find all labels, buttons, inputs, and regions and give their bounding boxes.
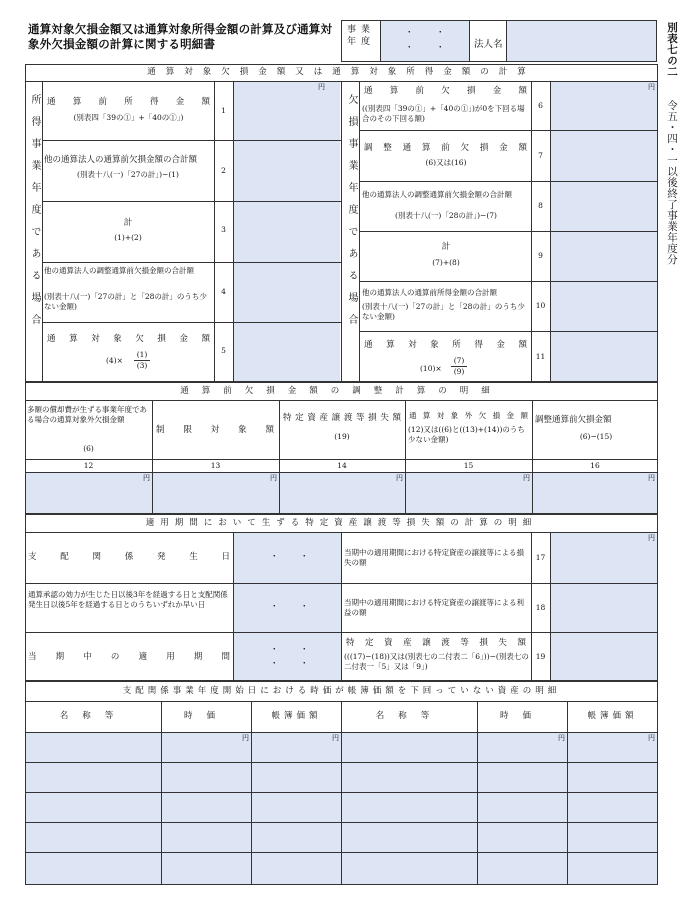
form-title: 通算対象欠損金額又は通算対象所得金額の計算及び通算対象外欠損金額の計算に関する明細書 <box>28 22 333 51</box>
asset-value-column-2[interactable]: 円 <box>478 733 567 884</box>
row-11-frac-num: (7) <box>453 356 465 365</box>
row-19-label: 特定資産譲渡等損失額 <box>346 638 526 648</box>
col-15-label: 通算対象外欠損金額 <box>409 411 528 420</box>
date-dot: ・ <box>300 552 309 562</box>
col-12-label: 多額の償却費が生ずる事業年度である場合の通算対象外欠損金額 <box>27 405 147 424</box>
fiscal-year-field[interactable] <box>381 21 469 61</box>
fiscal-year-dot: ・ <box>436 28 445 38</box>
date-dot: ・ <box>300 602 309 612</box>
left-vertical-label: 所得事業年度である場合 <box>29 94 40 336</box>
row-9-label: 計 <box>441 242 451 252</box>
row-5-label: 通算対象欠損金額 <box>47 334 210 344</box>
row-11-sub: (10)× <box>420 364 442 373</box>
row-17-no: 17 <box>535 553 546 562</box>
row-5-no: 5 <box>221 346 226 355</box>
row-7-sub: (6)又は(16) <box>425 158 467 167</box>
row-10-sub: (別表十八(一)「27の計」と「28の計」のうち少ない金額) <box>362 302 525 321</box>
period-label: 当期中の適用期間 <box>28 652 230 662</box>
row-3-sub: (1)+(2) <box>114 233 142 242</box>
asset-value-column[interactable]: 円 <box>162 733 251 884</box>
row-6-sub: ((別表四「39の①」+「40の①」)が0を下回る場合のその下回る額) <box>362 104 525 123</box>
col-name-header-2: 名称等 <box>375 711 444 721</box>
section1-title: 通算対象欠損金額又は通算対象所得金額の計算 <box>147 67 536 77</box>
control-date-field[interactable] <box>234 533 341 583</box>
row-2-no: 2 <box>221 166 226 175</box>
amount-13-field[interactable]: 円 <box>153 473 279 513</box>
col-value-header-2: 時価 <box>499 711 545 721</box>
col-13-no: 13 <box>210 461 221 470</box>
section2-title: 通算前欠損金額の調整計算の明細 <box>180 386 503 396</box>
col-13-label: 制限対象額 <box>156 425 274 435</box>
row-4-label: 他の通算法人の調整通算前欠損金額の合計額 <box>44 266 194 275</box>
control-date-label: 支配関係発生日 <box>28 552 230 562</box>
fiscal-year-label: 事業年度 <box>347 25 376 47</box>
amount-19-field[interactable] <box>551 633 657 680</box>
col-12-no: 12 <box>83 461 94 470</box>
asset-name-column-2[interactable] <box>342 733 477 884</box>
row-11-frac-den: (9) <box>453 367 465 376</box>
section3-title: 適用期間において生ずる特定資産譲渡等損失額の計算の明細 <box>145 518 538 528</box>
row-3-label: 計 <box>123 218 133 228</box>
form-id: 別表七の二 <box>666 22 678 77</box>
amount-18-field[interactable] <box>551 584 657 632</box>
col-14-label: 特定資産譲渡等損失額 <box>283 413 401 423</box>
amount-15-field[interactable]: 円 <box>406 473 532 513</box>
col-name-header: 名称等 <box>59 711 128 721</box>
fiscal-year-dot: ・ <box>436 43 445 53</box>
date-dot: ・ <box>300 659 309 669</box>
amount-16-field[interactable]: 円 <box>533 473 657 513</box>
row-1-label: 通算前所得金額 <box>47 97 210 107</box>
section4-title: 支配関係事業年度開始日における時価が帳簿価額を下回っていない資産の明細 <box>122 686 561 696</box>
row-5-sub: (4)× <box>106 356 123 365</box>
row-19-no: 19 <box>535 652 546 661</box>
asset-book-column[interactable]: 円 <box>252 733 341 884</box>
fiscal-year-dot: ・ <box>405 28 414 38</box>
row-10-label: 他の通算法人の通算前所得金額の合計額 <box>362 288 497 297</box>
row-5-frac-den: (3) <box>136 361 148 370</box>
date-dot: ・ <box>270 552 279 562</box>
row-7-no: 7 <box>538 151 543 160</box>
row-8-sub: (別表十八(一)「28の計」)−(7) <box>395 211 497 220</box>
col-14-no: 14 <box>337 461 347 470</box>
row-2-sub: (別表十八(一)「27の計」)−(1) <box>77 170 179 179</box>
amount-12-field[interactable]: 円 <box>26 473 152 513</box>
asset-book-column-2[interactable]: 円 <box>568 733 657 884</box>
row-2-label: 他の通算法人の通算前欠損金額の合計額 <box>44 155 198 165</box>
earlier-date-field[interactable] <box>234 584 341 632</box>
corp-name-label: 法人名 <box>474 39 503 50</box>
col-16-sub: (6)−(15) <box>579 432 613 441</box>
row-18-label: 当期中の適用期間における特定資産の譲渡等による利益の額 <box>344 598 524 617</box>
asset-name-column[interactable] <box>26 733 161 884</box>
row-9-no: 9 <box>538 251 543 260</box>
col-book-header-2: 帳簿価額 <box>587 711 638 721</box>
yen-unit: 円 <box>648 83 655 91</box>
row-9-sub: (7)+(8) <box>432 258 460 267</box>
amount-14-field[interactable]: 円 <box>280 473 405 513</box>
row-8-no: 8 <box>538 201 543 210</box>
col-value-header: 時価 <box>183 711 229 721</box>
row-18-no: 18 <box>535 603 546 612</box>
col-14-sub: (19) <box>334 432 350 441</box>
row-1-sub: (別表四「39の①」+「40の①」) <box>73 113 184 122</box>
row-5-frac-num: (1) <box>136 350 148 359</box>
date-dot: ・ <box>270 645 279 655</box>
row-19-sub: (((17)−(18))又は(別表七の二付表二「6」))−(別表七の二付表一「5」又は「9」) <box>344 652 529 671</box>
row-4-sub: (別表十八(一)「27の計」と「28の計」のうち少ない金額) <box>44 292 207 311</box>
row-6-no: 6 <box>538 101 543 110</box>
row-4-no: 4 <box>221 287 226 296</box>
date-dot: ・ <box>300 645 309 655</box>
left-amount-column[interactable] <box>234 82 340 381</box>
col-15-sub: (12)又は((6)と((13)+(14))のうち少ない金額) <box>408 425 525 444</box>
date-dot: ・ <box>270 659 279 669</box>
row-1-no: 1 <box>221 106 226 115</box>
col-16-no: 16 <box>590 461 600 470</box>
row-17-label: 当期中の適用期間における特定資産の譲渡等による損失の額 <box>344 548 524 567</box>
period-field[interactable] <box>234 633 341 680</box>
corp-name-field[interactable] <box>507 21 656 61</box>
row-11-no: 11 <box>535 352 546 361</box>
row-3-no: 3 <box>221 225 226 234</box>
col-12-sub: (6) <box>83 444 94 453</box>
side-note: 令五・四・一以後終了事業年度分 <box>666 100 678 265</box>
yen-unit: 円 <box>318 83 325 91</box>
col-16-label: 調整通算前欠損金額 <box>535 415 612 425</box>
earlier-date-label: 通算承認の効力が生じた日以後3年を経過する日と支配関係発生日以後5年を経過する日とのうちいずれか早い日 <box>28 590 228 609</box>
row-10-no: 10 <box>535 301 546 310</box>
row-8-label: 他の通算法人の調整通算前欠損金額の合計額 <box>362 190 512 199</box>
col-15-no: 15 <box>463 461 474 470</box>
amount-17-field[interactable]: 円 <box>551 533 657 583</box>
row-11-label: 通算対象所得金額 <box>364 340 527 350</box>
date-dot: ・ <box>270 602 279 612</box>
row-7-label: 調整通算前欠損金額 <box>364 143 527 153</box>
fiscal-year-dot: ・ <box>405 43 414 53</box>
row-6-label: 通算前欠損金額 <box>364 86 527 96</box>
right-vertical-label: 欠損事業年度である場合 <box>346 94 357 336</box>
col-book-header: 帳簿価額 <box>271 711 322 721</box>
